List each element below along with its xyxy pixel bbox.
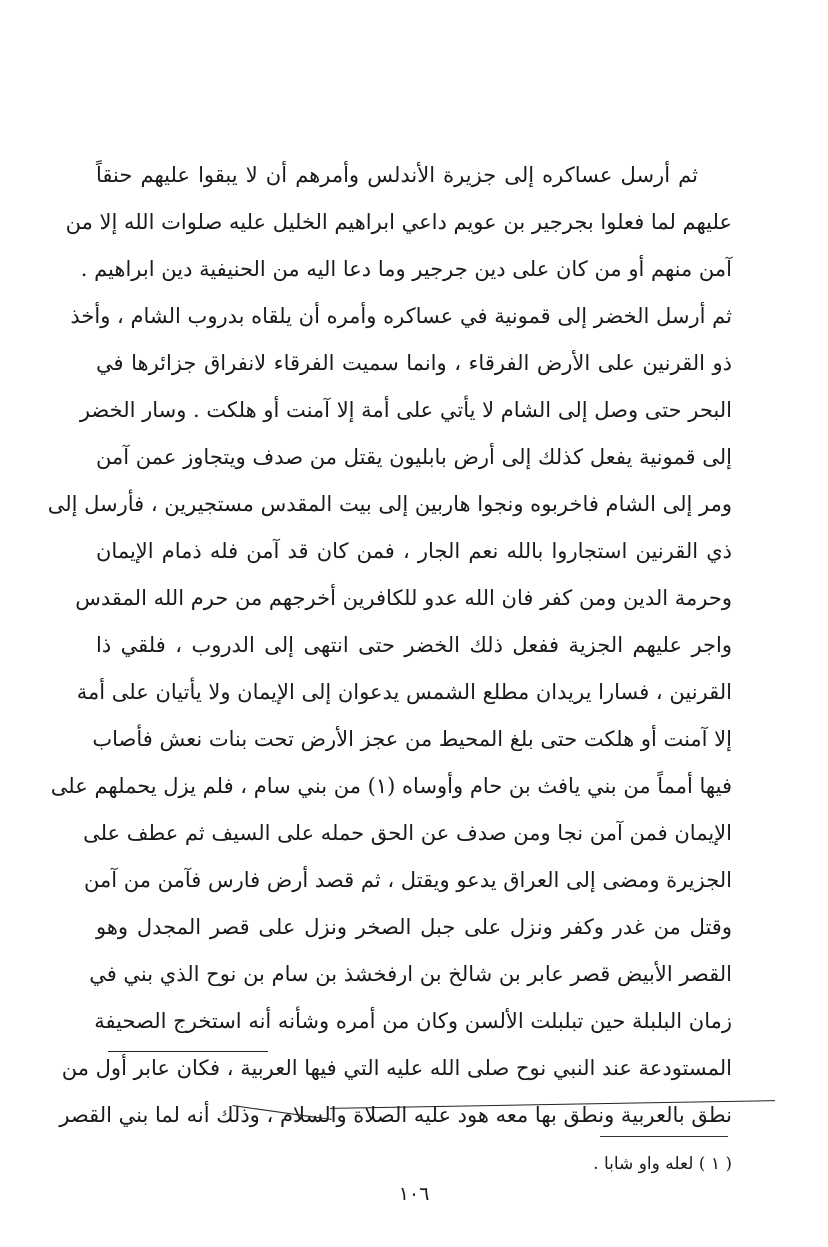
text-line: الجزيرة ومضى إلى العراق يدعو ويقتل ، ثم قصد أرض فارس فآمن من آمن <box>83 868 732 892</box>
text-line: وحرمة الدين ومن كفر فان الله عدو للكافرين أخرجهم من حرم الله المقدس <box>75 586 732 610</box>
text-line: ذو القرنين على الأرض الفرقاء ، وانما سميت الفرقاء لانفراق جزائرها في <box>96 351 732 375</box>
text-line: ثم أرسل عساكره إلى جزيرة الأندلس وأمرهم أن لا يبقوا عليهم حنقاً <box>96 163 698 187</box>
text-line: القرنين ، فسارا يريدان مطلع الشمس يدعوان إلى الإيمان ولا يأتيان على أمة <box>76 680 732 704</box>
footnote-divider <box>600 1136 728 1137</box>
text-line: نطق بالعربية ونطق بها معه هود عليه الصلاة والسلام ، وذلك أنه لما بني القصر <box>59 1103 732 1127</box>
page-number: ١٠٦ <box>398 1183 430 1205</box>
text-line: ذي القرنين استجاروا بالله نعم الجار ، فمن كان قد آمن فله ذمام الإيمان <box>96 539 732 563</box>
text-line: إلى قمونية يفعل كذلك إلى أرض بابليون يقتل من صدف ويتجاوز عمن آمن <box>96 445 732 469</box>
text-line: فيها أمماً من بني يافث بن حام وأوساه (١) من بني سام ، فلم يزل يحملهم على <box>50 774 732 798</box>
text-line: المستودعة عند النبي نوح صلى الله عليه التي فيها العربية ، فكان عابر أول من <box>61 1056 732 1080</box>
text-line: إلا آمنت أو هلكت حتى بلغ المحيط من عجز الأرض تحت بنات نعش فأصاب <box>92 727 732 751</box>
text-line: ثم أرسل الخضر إلى قمونية في عساكره وأمره أن يلقاه بدروب الشام ، وأخذ <box>70 304 732 328</box>
text-line: عليهم لما فعلوا بجرجير بن عويم داعي ابراهيم الخليل عليه صلوات الله إلا من <box>65 210 732 234</box>
text-line: آمن منهم أو من كان على دين جرجير وما دعا اليه من الحنيفية دين ابراهيم . <box>80 257 732 281</box>
text-line: القصر الأبيض قصر عابر بن شالخ بن ارفخشذ بن سام بن نوح الذي بني في <box>89 962 732 986</box>
text-line: ومر إلى الشام فاخربوه ونجوا هاربين إلى بيت المقدس مستجيرين ، فأرسل إلى <box>47 492 732 516</box>
text-line: زمان البلبلة حين تبلبلت الألسن وكان من أمره وشأنه أنه استخرج الصحيفة <box>94 1009 732 1033</box>
handwritten-underline <box>108 1051 268 1052</box>
main-text-block <box>47 152 732 1139</box>
text-line: واجر عليهم الجزية ففعل ذلك الخضر حتى انتهى إلى الدروب ، فلقي ذا <box>96 633 732 657</box>
text-line: وقتل من غدر وكفر ونزل على جبل الصخر ونزل على قصر المجدل وهو <box>96 915 732 939</box>
text-line: الإيمان فمن آمن نجا ومن صدف عن الحق حمله على السيف ثم عطف على <box>83 821 732 845</box>
text-line: البحر حتى وصل إلى الشام لا يأتي على أمة إلا آمنت أو هلكت . وسار الخضر <box>79 398 732 422</box>
footnote: ( ١ ) لعله واو شابا . <box>593 1154 732 1174</box>
